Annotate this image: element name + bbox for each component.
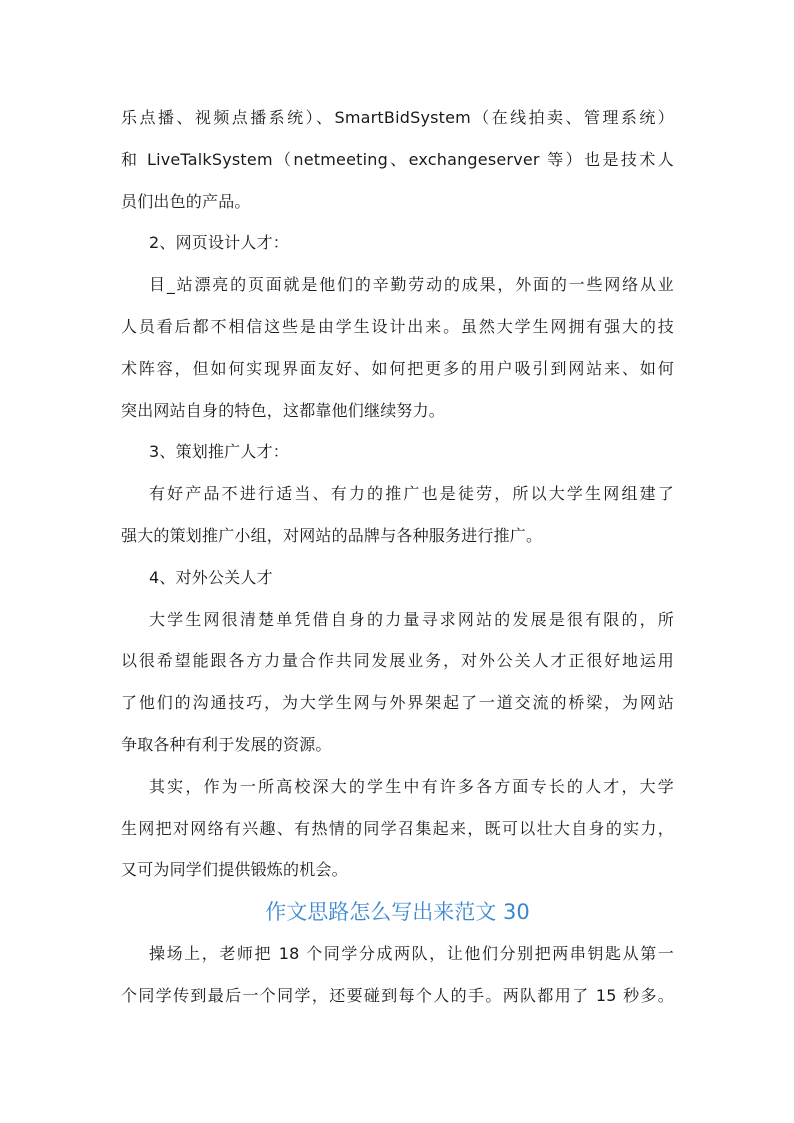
paragraph-line: 目_站漂亮的页面就是他们的辛勤劳动的成果，外面的一些网络从业 (149, 275, 674, 295)
article-title: 作文思路怎么写出来范文 30 (265, 900, 530, 925)
paragraph-line: 争取各种有利于发展的资源。 (121, 734, 332, 754)
document-body (121, 101, 674, 1021)
paragraph-line: 其实，作为一所高校深大的学生中有许多各方面专长的人才，大学 (149, 776, 674, 796)
paragraph-line: 员们出色的产品。 (121, 191, 251, 211)
paragraph-line: 强大的策划推广小组，对网站的品牌与各种服务进行推广。 (121, 525, 543, 545)
paragraph-line: 操场上，老师把 18 个同学分成两队，让他们分别把两串钥匙从第一 (149, 943, 674, 963)
paragraph-line: 以很希望能跟各方力量合作共同发展业务，对外公关人才正很好地运用 (121, 651, 674, 671)
section-heading-planning: 3、策划推广人才： (149, 442, 289, 462)
paragraph-line: 又可为同学们提供锻炼的机会。 (121, 860, 348, 880)
section-heading-web-design: 2、网页设计人才： (149, 233, 289, 253)
paragraph-line: 突出网站自身的特色，这都靠他们继续努力。 (121, 400, 446, 420)
paragraph-line: 和 LiveTalkSystem（netmeeting、exchangeserver 等）也是技术人 (121, 149, 674, 169)
paragraph-line: 人员看后都不相信这些是由学生设计出来。虽然大学生网拥有强大的技 (121, 316, 674, 336)
paragraph-line: 有好产品不进行适当、有力的推广也是徒劳，所以大学生网组建了 (149, 484, 674, 504)
paragraph-line: 术阵容，但如何实现界面友好、如何把更多的用户吸引到网站来、如何 (121, 358, 674, 378)
paragraph-line: 生网把对网络有兴趣、有热情的同学召集起来，既可以壮大自身的实力， (121, 818, 674, 838)
section-heading-pr: 4、对外公关人才 (149, 567, 273, 587)
paragraph-line: 个同学传到最后一个同学，还要碰到每个人的手。两队都用了 15 秒多。 (121, 985, 674, 1005)
paragraph-line: 了他们的沟通技巧，为大学生网与外界架起了一道交流的桥梁，为网站 (121, 693, 674, 713)
paragraph-line: 乐点播、视频点播系统）、SmartBidSystem（在线拍卖、管理系统） (121, 108, 674, 127)
paragraph-line: 大学生网很清楚单凭借自身的力量寻求网站的发展是很有限的，所 (149, 609, 674, 629)
